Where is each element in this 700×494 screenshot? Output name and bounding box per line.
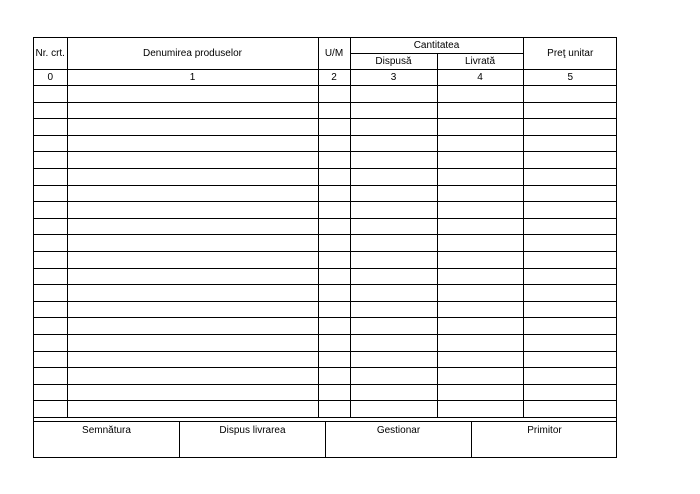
table-cell	[318, 86, 350, 103]
table-cell	[350, 301, 437, 318]
table-cell	[350, 285, 437, 302]
table-row	[34, 235, 617, 252]
table-row	[34, 135, 617, 152]
table-cell	[523, 285, 617, 302]
table-cell	[67, 401, 318, 418]
table-cell	[318, 185, 350, 202]
table-cell	[437, 368, 523, 385]
header-cantitatea: Cantitatea	[350, 38, 523, 54]
table-row	[34, 351, 617, 368]
table-cell	[523, 185, 617, 202]
table-cell	[318, 401, 350, 418]
table-cell	[523, 368, 617, 385]
table-cell	[350, 268, 437, 285]
table-cell	[34, 185, 67, 202]
table-row	[34, 334, 617, 351]
table-cell	[67, 86, 318, 103]
table-cell	[34, 384, 67, 401]
table-cell	[350, 119, 437, 136]
table-cell	[437, 251, 523, 268]
table-cell	[523, 301, 617, 318]
table-cell	[350, 351, 437, 368]
table-cell	[523, 168, 617, 185]
table-cell	[318, 285, 350, 302]
table-cell	[350, 135, 437, 152]
table-cell	[437, 168, 523, 185]
table-cell	[318, 218, 350, 235]
table-cell	[437, 401, 523, 418]
table-row	[34, 218, 617, 235]
table-cell	[34, 368, 67, 385]
table-cell	[437, 152, 523, 169]
table-cell	[523, 135, 617, 152]
table-cell	[437, 202, 523, 219]
table-cell	[34, 168, 67, 185]
table-cell	[523, 351, 617, 368]
header-nr-crt: Nr. crt.	[34, 38, 67, 70]
table-cell	[34, 268, 67, 285]
table-cell	[437, 301, 523, 318]
table-cell	[437, 384, 523, 401]
footer-dispus-livrarea: Dispus livrarea	[180, 422, 326, 458]
table-cell	[318, 119, 350, 136]
table-cell	[67, 119, 318, 136]
header-denumirea: Denumirea produselor	[67, 38, 318, 70]
table-cell	[34, 285, 67, 302]
table-cell	[318, 202, 350, 219]
table-cell	[437, 285, 523, 302]
table-cell	[67, 334, 318, 351]
table-cell	[318, 318, 350, 335]
table-cell	[437, 235, 523, 252]
products-table	[34, 38, 617, 418]
column-number: 0	[34, 70, 67, 86]
table-cell	[34, 119, 67, 136]
table-cell	[34, 251, 67, 268]
table-row	[34, 384, 617, 401]
table-cell	[67, 368, 318, 385]
table-cell	[318, 235, 350, 252]
table-cell	[523, 218, 617, 235]
table-cell	[318, 135, 350, 152]
table-cell	[350, 251, 437, 268]
table-cell	[67, 251, 318, 268]
table-cell	[34, 318, 67, 335]
table-cell	[318, 152, 350, 169]
table-cell	[67, 218, 318, 235]
table-cell	[34, 218, 67, 235]
table-cell	[350, 318, 437, 335]
table-cell	[318, 384, 350, 401]
table-cell	[523, 119, 617, 136]
table-cell	[318, 268, 350, 285]
header-um: U/M	[318, 38, 350, 70]
table-cell	[350, 202, 437, 219]
table-row	[34, 285, 617, 302]
table-cell	[437, 268, 523, 285]
table-cell	[350, 368, 437, 385]
table-cell	[34, 351, 67, 368]
table-cell	[67, 202, 318, 219]
column-number-row	[34, 70, 617, 86]
table-cell	[350, 86, 437, 103]
table-cell	[523, 152, 617, 169]
table-cell	[318, 168, 350, 185]
table-cell	[34, 235, 67, 252]
table-cell	[350, 401, 437, 418]
table-cell	[437, 135, 523, 152]
table-cell	[437, 351, 523, 368]
table-cell	[34, 86, 67, 103]
table-cell	[523, 102, 617, 119]
table-cell	[67, 235, 318, 252]
table-cell	[523, 384, 617, 401]
table-cell	[523, 268, 617, 285]
table-cell	[67, 268, 318, 285]
table-row	[34, 102, 617, 119]
table-cell	[318, 334, 350, 351]
table-cell	[350, 384, 437, 401]
table-cell	[437, 86, 523, 103]
table-cell	[34, 102, 67, 119]
table-cell	[523, 334, 617, 351]
table-cell	[67, 285, 318, 302]
table-cell	[350, 102, 437, 119]
table-cell	[437, 334, 523, 351]
table-cell	[67, 168, 318, 185]
table-cell	[67, 135, 318, 152]
table-row	[34, 318, 617, 335]
table-cell	[34, 301, 67, 318]
table-cell	[350, 218, 437, 235]
header-pret-unitar: Preţ unitar	[523, 38, 617, 70]
table-row	[34, 119, 617, 136]
table-cell	[67, 102, 318, 119]
table-cell	[437, 218, 523, 235]
table-cell	[350, 168, 437, 185]
table-cell	[523, 235, 617, 252]
column-number: 3	[350, 70, 437, 86]
table-cell	[67, 384, 318, 401]
table-cell	[350, 185, 437, 202]
table-cell	[34, 135, 67, 152]
table-cell	[34, 334, 67, 351]
table-row	[34, 168, 617, 185]
table-cell	[523, 318, 617, 335]
table-cell	[523, 251, 617, 268]
table-row	[34, 251, 617, 268]
table-cell	[437, 185, 523, 202]
column-number: 1	[67, 70, 318, 86]
table-cell	[350, 235, 437, 252]
header-dispusa: Dispusă	[350, 54, 437, 70]
table-cell	[67, 351, 318, 368]
footer-semnatura: Semnătura	[34, 422, 180, 458]
table-cell	[523, 86, 617, 103]
column-number: 2	[318, 70, 350, 86]
table-cell	[318, 301, 350, 318]
table-cell	[318, 251, 350, 268]
table-cell	[437, 119, 523, 136]
table-row	[34, 202, 617, 219]
table-cell	[67, 152, 318, 169]
table-row	[34, 401, 617, 418]
column-number: 5	[523, 70, 617, 86]
table-cell	[437, 318, 523, 335]
delivery-form	[33, 37, 617, 458]
table-cell	[318, 351, 350, 368]
table-cell	[318, 102, 350, 119]
table-row	[34, 86, 617, 103]
table-cell	[67, 318, 318, 335]
footer-primitor: Primitor	[527, 425, 562, 436]
table-row	[34, 301, 617, 318]
header-livrata: Livrată	[437, 54, 523, 70]
table-row	[34, 368, 617, 385]
column-number: 4	[437, 70, 523, 86]
table-cell	[34, 202, 67, 219]
table-cell	[318, 368, 350, 385]
footer-gestionar: Gestionar	[326, 422, 472, 458]
table-cell	[350, 152, 437, 169]
table-cell	[437, 102, 523, 119]
table-row	[34, 152, 617, 169]
table-cell	[34, 401, 67, 418]
table-cell	[34, 152, 67, 169]
table-cell	[523, 202, 617, 219]
table-row	[34, 185, 617, 202]
table-row	[34, 268, 617, 285]
signature-footer	[34, 421, 617, 458]
table-cell	[67, 185, 318, 202]
table-cell	[67, 301, 318, 318]
table-cell	[523, 401, 617, 418]
table-cell	[350, 334, 437, 351]
